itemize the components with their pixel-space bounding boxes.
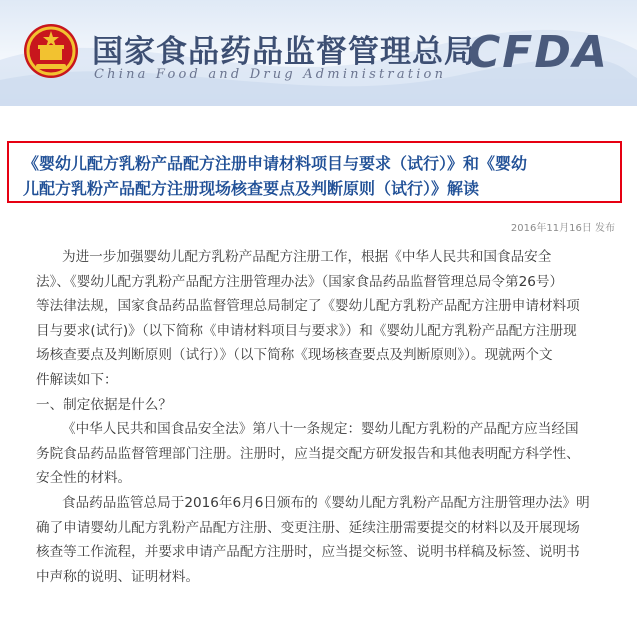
article-line: 核查等工作流程，并要求申请产品配方注册时，应当提交标签、说明书样稿及标签、说明书 <box>36 544 580 561</box>
headline-line-1: 《婴幼儿配方乳粉产品配方注册申请材料项目与要求（试行）》和《婴幼 <box>23 154 528 173</box>
header-banner <box>0 0 637 106</box>
article-line: 场核查要点及判断原则（试行）》（以下简称《现场核查要点及判断原则》）。现就两个文 <box>36 347 553 364</box>
cfda-logo-text: CFDA <box>468 27 609 78</box>
article-line: 件解读如下： <box>36 371 118 388</box>
article-headline <box>7 141 622 203</box>
article-body <box>36 245 634 589</box>
article-line: 务院食品药品监督管理部门注册。注册时，应当提交配方研发报告和其他表明配方科学性、 <box>36 445 580 462</box>
agency-name-en: China Food and Drug Administration <box>94 67 447 82</box>
article-line: 安全性的材料。 <box>36 470 132 487</box>
article-line: 确了申请婴幼儿配方乳粉产品配方注册、变更注册、延续注册需要提交的材料以及开展现场 <box>36 519 580 536</box>
article-line: 《中华人民共和国食品安全法》第八十一条规定：婴幼儿配方乳粉的产品配方应当经国 <box>62 421 579 438</box>
agency-name-cn: 国家食品药品监督管理总局 <box>92 34 476 70</box>
national-emblem-icon <box>22 22 80 80</box>
article-line: 食品药品监管总局于2016年6月6日颁布的《婴幼儿配方乳粉产品配方注册管理办法》明 <box>62 494 590 511</box>
article-line: 法》、《婴幼儿配方乳粉产品配方注册管理办法》（国家食品药品监督管理总局令第26号） <box>36 273 564 290</box>
article-line: 目与要求(试行)》（以下简称《申请材料项目与要求》）和《婴幼儿配方乳粉产品配方注册现 <box>36 322 577 339</box>
section-heading: 一、制定依据是什么？ <box>36 396 172 413</box>
publish-date: 2016年11月16日 发布 <box>510 223 615 234</box>
headline-line-2: 儿配方乳粉产品配方注册现场核查要点及判断原则（试行）》解读 <box>23 179 480 198</box>
article-line: 中声称的说明、证明材料。 <box>36 568 200 585</box>
article-line: 为进一步加强婴幼儿配方乳粉产品配方注册工作，根据《中华人民共和国食品安全 <box>62 249 552 265</box>
article-line: 等法律法规，国家食品药品监督管理总局制定了《婴幼儿配方乳粉产品配方注册申请材料项 <box>36 298 580 315</box>
